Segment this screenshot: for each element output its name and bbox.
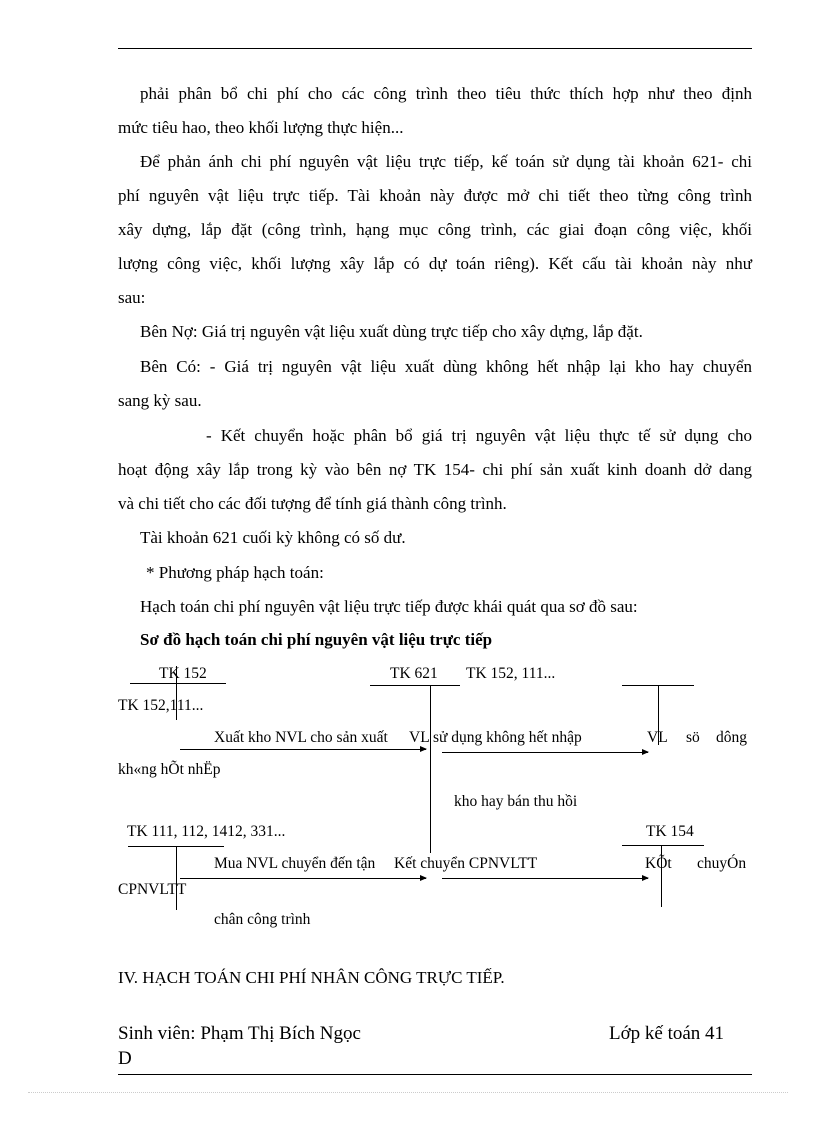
paragraph-line: Bên Có: - Giá trị nguyên vật liệu xuất dùng không hết nhập lại kho hay chuyển bbox=[140, 357, 752, 376]
paragraph-line: Tài khoản 621 cuối kỳ không có số dư. bbox=[140, 528, 406, 547]
account-label-tk152-111-left: TK 152,111... bbox=[118, 697, 204, 714]
paragraph-line: và chi tiết cho các đối tượng để tính giá thành công trình. bbox=[118, 494, 507, 513]
entry-label: VL bbox=[647, 729, 668, 746]
paragraph-line: lượng công việc, khối lượng xây lắp có dự toán riêng). Kết cấu tài khoản này như bbox=[118, 254, 752, 273]
paragraph-line: * Phương pháp hạch toán: bbox=[146, 563, 324, 582]
account-label-tk111: TK 111, 112, 1412, 331... bbox=[127, 823, 286, 840]
entry-label: chuyÓn bbox=[697, 855, 747, 872]
paragraph-line: sau: bbox=[118, 288, 146, 307]
paragraph-line: Hạch toán chi phí nguyên vật liệu trực tiếp được khái quát qua sơ đồ sau: bbox=[140, 597, 638, 616]
footer-rule bbox=[118, 1074, 752, 1075]
entry-label: dông bbox=[716, 729, 747, 746]
account-label-tk621: TK 621 bbox=[390, 665, 438, 682]
header-rule bbox=[118, 48, 752, 49]
footer-class: Lớp kế toán 41 bbox=[609, 1023, 725, 1044]
account-label-tk152: TK 152 bbox=[159, 665, 207, 682]
paragraph-line: - Kết chuyển hoặc phân bổ giá trị nguyên vật liệu thực tế sử dụng cho bbox=[206, 426, 752, 445]
entry-label: CPNVLTT bbox=[118, 881, 187, 898]
t-account-top-tk621 bbox=[370, 685, 460, 686]
t-account-top-tk154 bbox=[622, 845, 704, 846]
paragraph-line: Bên Nợ: Giá trị nguyên vật liệu xuất dùng trực tiếp cho xây dựng, lắp đặt. bbox=[140, 322, 643, 341]
t-account-stem-tk621 bbox=[430, 685, 431, 853]
paragraph-line: xây dựng, lắp đặt (công trình, hạng mục công trình, các giai đoạn công việc, khối bbox=[118, 220, 752, 239]
entry-label: sö bbox=[686, 729, 700, 746]
arrow-right bbox=[442, 752, 648, 753]
entry-label: kho hay bán thu hồi bbox=[454, 793, 578, 810]
diagram-title: Sơ đồ hạch toán chi phí nguyên vật liệu trực tiếp bbox=[140, 630, 493, 649]
section-heading: IV. HẠCH TOÁN CHI PHÍ NHÂN CÔNG TRỰC TIẾP. bbox=[118, 968, 505, 987]
footer-student: Sinh viên: Phạm Thị Bích Ngọc bbox=[118, 1023, 361, 1044]
arrow-right bbox=[442, 878, 648, 879]
paragraph-line: phí nguyên vật liệu trực tiếp. Tài khoản này được mở chi tiết theo từng công trình bbox=[118, 186, 752, 205]
paragraph-line: Để phản ánh chi phí nguyên vật liệu trực tiếp, kế toán sử dụng tài khoản 621- chi bbox=[140, 152, 752, 171]
t-account-top-tk152 bbox=[130, 683, 226, 684]
entry-label: VL sử dụng không hết nhập bbox=[409, 729, 582, 746]
entry-label: Mua NVL chuyển đến tận bbox=[214, 855, 376, 872]
paragraph-line: hoạt động xây lắp trong kỳ vào bên nợ TK 154- chi phí sản xuất kinh doanh dở dang bbox=[118, 460, 752, 479]
entry-label: kh«ng hÕt nhËp bbox=[118, 761, 221, 778]
paragraph-line: sang kỳ sau. bbox=[118, 391, 202, 410]
entry-label: Xuất kho NVL cho sản xuất bbox=[214, 729, 388, 746]
t-account-stem-tk111 bbox=[176, 846, 177, 910]
page-bottom-edge bbox=[28, 1092, 788, 1093]
paragraph-line: phải phân bổ chi phí cho các công trình theo tiêu thức thích hợp như theo định bbox=[140, 84, 752, 103]
entry-label: chân công trình bbox=[214, 911, 311, 928]
footer-class-continued: D bbox=[118, 1048, 132, 1069]
paragraph-line: mức tiêu hao, theo khối lượng thực hiện... bbox=[118, 118, 404, 137]
entry-label: Kết chuyển CPNVLTT bbox=[394, 855, 538, 872]
account-label-tk154: TK 154 bbox=[646, 823, 694, 840]
arrow-right bbox=[180, 749, 426, 750]
entry-label: KÕt bbox=[645, 855, 672, 872]
arrow-right bbox=[180, 878, 426, 879]
account-label-tk152-111: TK 152, 111... bbox=[466, 665, 556, 682]
